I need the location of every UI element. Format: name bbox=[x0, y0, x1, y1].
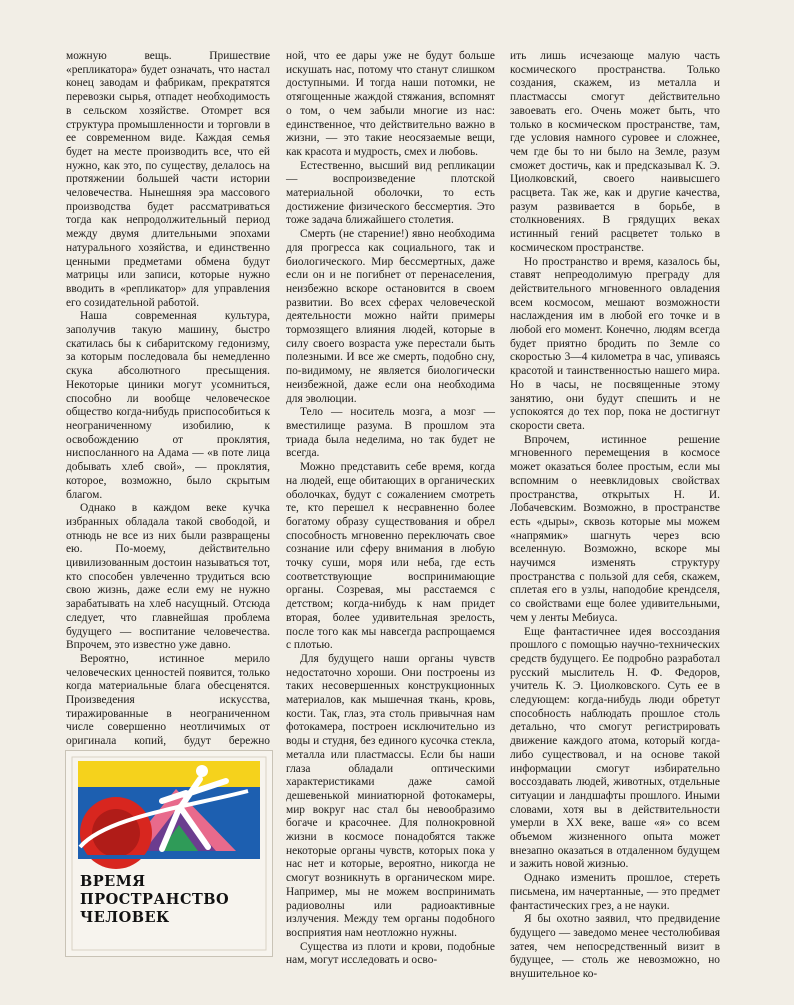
text-column-3 bbox=[510, 50, 720, 981]
cover-title-line: ВРЕМЯ bbox=[80, 873, 146, 890]
paragraph: Можно представить себе время, когда на людей, еще обитающих в органических оболочках, будут с сожалением смотреть те, кто перешел к несравненно более богатому образу существования и обрел способность мгновенно переключать свое сознание или сферу внимания в любую точку суши, моря или неба, где есть соответствующие воспринимающие органы. Созревая, мы расстаемся с детством; когда-нибудь к нам придет вторая, более удивительная зрелость, после того как мы навсегда распрощаемся с плотью. bbox=[286, 461, 495, 652]
paragraph: Смерть (не старение!) явно необходима для прогресса как социального, так и биологического. Мир бессмертных, даже если он и не погибнет от перенаселения, неизбежно вскоре остановится в своем развитии. Во всех сферах человеческой деятельности можно найти примеры тормозящего влияния людей, которые в силу своего возраста уже перестали быть полезными. И все же смерть, подобно сну, по-видимому, не является биологически неизбежной, даже если она необходима для эволюции. bbox=[286, 228, 495, 405]
text-column-1 bbox=[66, 50, 270, 748]
paragraph: Для будущего наши органы чувств недостаточно хороши. Они построены из таких несовершенных конструкционных материалов, как мышечная ткань, кровь, кости. Так, глаз, эта столь привычная нам фотокамера, построен исключительно из воды и студня, без единого кусочка стекла, металла или пластмассы. Если бы наши глаза обладали оптическими характеристиками даже самой дешевенькой миниатюрной фотокамеры, мир вокруг нас стал бы невообразимо богаче и красочнее. Для полнокровной жизни в космосе понадобятся также некоторые органы чувств, которых пока у нас нет и которые, вероятно, никогда не смогут возникнуть в органическом мире. Например, мы не можем воспринимать радиоволны или радиоактивные излучения. Между тем органы подобного восприятия нам неотложно нужны. bbox=[286, 652, 495, 939]
paragraph: Но пространство и время, казалось бы, ставят непреодолимую преграду для действительного мгновенного овладения всем космосом, мешают возможности наслаждения им в любой его точке и в любой его момент. Конечно, людям всегда будет приятно бродить по Земле со скоростью 3—4 километра в час, упиваясь красотой и таинственностью нашего мира. Но в часы, не посвященные этому занятию, они будут спешить и не успокоятся до тех пор, пока не достигнут скорости света. bbox=[510, 255, 720, 432]
bottom-bar bbox=[78, 855, 260, 859]
paragraph: Однако изменить прошлое, стереть письмена, им начертанные, — это предмет фантастических грез, а не науки. bbox=[510, 872, 720, 912]
paragraph: Еще фантастичнее идея воссоздания прошлого с помощью научно-технических средств будущего. Ее подробно разработал русский мыслитель Н. Ф. Федоров, учитель К. Э. Циолковского. Суть ее в следующем: когда-нибудь люди обретут способность наблюдать прошлое столь детально, что смогут регистрировать движение каждого атома, который когда-либо существовал, и на основе такой информации смогут избирательно воссоздавать людей, животных, отдельные ситуации и ландшафты прошлого. Иными словами, хотя вы в действительности умерли в XX веке, ваше «я» со всем объемом жизненного опыта может внезапно оказаться в отдаленном будущем и зажить новой жизнью. bbox=[510, 625, 720, 871]
paragraph: Тело — носитель мозга, а мозг — вместилище разума. В прошлом эта триада была неделима, но так будет не всегда. bbox=[286, 406, 495, 460]
section-cover-illustration bbox=[66, 751, 272, 956]
cover-title-line: ПРОСТРАНСТВО bbox=[80, 891, 230, 908]
paragraph: Существа из плоти и крови, подобные нам, могут исследовать и осво- bbox=[286, 940, 495, 967]
paragraph: Наша современная культура, заполучив такую машину, быстро скатилась бы к сибаритскому гедонизму, за которым последовала бы немедленно скука абсолютного пресыщения. Некоторые циники могут усомниться, способно ли вообще человеческое общество когда-нибудь приспособиться к неограниченному изобилию, к освобождению от проклятия, ниспосланного на Адама — «в поте лица добывать хлеб свой», — проклятия, которое, возможно, было скрытым благом. bbox=[66, 310, 270, 501]
paragraph: ить лишь исчезающе малую часть космического пространства. Только создания, скажем, из металла и пластмассы смогут действительно завоевать его. Очень может быть, что только в космическом пространстве, там, где условия намного суровее и сложнее, чем где бы то ни было на Земле, разум сможет достичь, как и предсказывал К. Э. Циолковский, своего наивысшего расцвета. Так же, как и другие качества, разум развивается в борьбе, в столкновениях. В грядущих веках истинный гений расцветет только в космическом пространстве. bbox=[510, 50, 720, 254]
paragraph: Я бы охотно заявил, что предвидение будущего — заведомо менее честолюбивая затея, чем непосредственный визит в будущее, — столь же невозможно, но внушительное ко- bbox=[510, 913, 720, 981]
cover-title-line: ЧЕЛОВЕК bbox=[80, 909, 170, 926]
paragraph: Вероятно, истинное мерило человеческих ценностей появится, только когда материальные блага обесценятся. Произведения искусства, тиражированные в неограниченном числе совершенно неотличимых от оригинала копий, будут бережно bbox=[66, 652, 270, 748]
paragraph: Впрочем, истинное решение мгновенного перемещения в космосе может оказаться более простым, если мы вспомним о неевклидовых свойствах пространства, открытых Н. И. Лобачевским. Возможно, в пространстве есть «дыры», сквозь которые мы можем «напрямик» шагнуть через всю вселенную. Возможно, вскоре мы научимся изменять структуру пространства с пользой для себя, скажем, сплетая его в узлы, наподобие крендселя, со свойствами еще более удивительными, чем у ленты Мебиуса. bbox=[510, 433, 720, 624]
text-column-2 bbox=[286, 50, 495, 967]
cover-title bbox=[80, 873, 270, 927]
paragraph: Естественно, высший вид репликации — воспроизведение плотской материальной оболочки, то есть достижение физического бессмертия. Это тоже задача ближайшего столетия. bbox=[286, 159, 495, 227]
paragraph: Однако в каждом веке кучка избранных обладала такой свободой, и отнюдь не все из них были развращены ею. По-моему, действительно цивилизованным достоин называться тот, кто способен увлеченно трудиться всю свою жизнь, даже если ему не нужно зарабатывать на хлеб насущный. Отсюда следует, что главнейшая проблема будущего — воспитание человечества. Впрочем, это известно уже давно. bbox=[66, 502, 270, 652]
paragraph: ной, что ее дары уже не будут больше искушать нас, потому что станут слишком доступными. И тогда наши потомки, не отягощенные жаждой стяжания, вспомнят о том, о чем забыли многие из нас: единственное, что действительно важно в жизни, — это такие неосязаемые вещи, как красота и мудрость, смех и любовь. bbox=[286, 50, 495, 158]
paragraph: можную вещь. Пришествие «репликатора» будет означать, что настал конец заводам и фабрикам, прекратятся перевозки сырья, отпадет необходимость в сельском хозяйстве. Отомрет вся структура промышленности и торговли в ее современном виде. Каждая семья будет на месте производить все, что ей нужно, как это, по существу, делалось на протяжении большей части истории человечества. Нынешняя эра массового производства будет рассматриваться тогда как непродолжительный период между двумя длительными эпохами натурального хозяйства, и единственно ценными предметами обмена будут матрицы или записи, которые нужно вводить в «репликатор» для управления его созидательной работой. bbox=[66, 50, 270, 309]
figure-head bbox=[196, 765, 208, 777]
